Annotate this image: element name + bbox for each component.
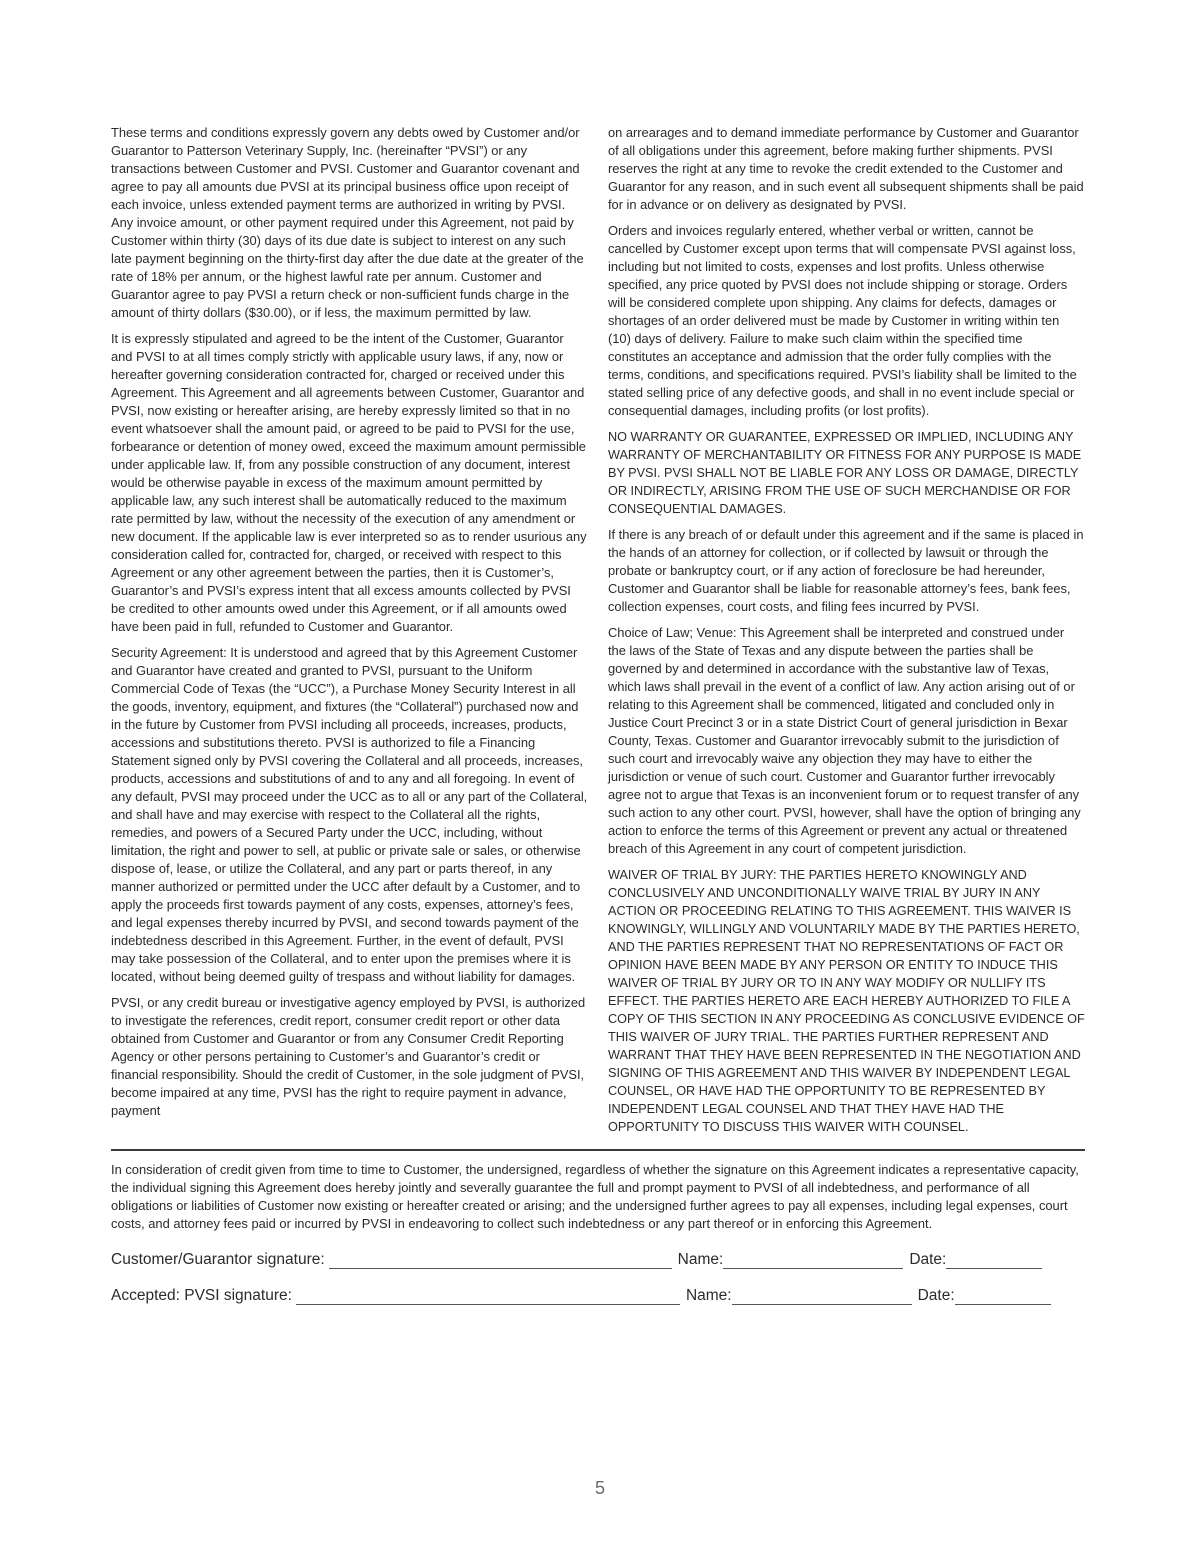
credit-investigation-paragraph: PVSI, or any credit bureau or investigative agency employed by PVSI, is authorized to investigate the references, credit report, consumer credit report or other data obtained from Customer and Guarantor or from any Consumer Credit Reporting Agency or other persons pertaining to Customer’s and Guarantor’s credit or financial responsibility. Should the credit of Customer, in the sole judgment of PVSI, become impaired at any time, PVSI has the right to require payment in advance, payment [111, 995, 586, 1118]
customer-name-line[interactable] [723, 1248, 903, 1269]
terms-columns [111, 124, 1085, 1144]
pvsi-name-label: Name: [685, 1287, 732, 1304]
customer-signature-row [111, 1241, 1085, 1269]
pvsi-signature-row [111, 1277, 1085, 1305]
right-column [608, 124, 1085, 1144]
guarantee-paragraph: In consideration of credit given from time to time to Customer, the undersigned, regardless of whether the signature on this Agreement indicates a representative capacity, the individual signing this Agreement does hereby jointly and severally guarantee the full and prompt payment to PVSI of all indebtedness, and performance of all obligations or liabilities of Customer now existing or hereafter created or arising; and the undersigned further agrees to pay all expenses, including legal expenses, court costs, and attorney fees paid or incurred by PVSI in endeavoring to collect such indebtedness or any part thereof or in enforcing this Agreement. [111, 1162, 1079, 1231]
pvsi-signature-line[interactable] [296, 1284, 680, 1305]
customer-signature-line[interactable] [329, 1248, 672, 1269]
usury-paragraph: It is expressly stipulated and agreed to be the intent of the Customer, Guarantor and PVSI to at all times comply strictly with applicable usury laws, if any, now or hereafter governing consideration contracted for, charged or received under this Agreement. This Agreement and all agreements between Customer, Guarantor and PVSI, now existing or hereafter arising, are hereby expressly limited so that in no event whatsoever shall the amount paid, or agreed to be paid to PVSI for the use, forbearance or detention of money owed, exceed the maximum amount permissible under applicable law. If, from any possible construction of any document, interest would be otherwise payable in excess of the maximum amount permitted by applicable law, any such interest shall be automatically reduced to the maximum rate permitted by law, without the necessity of the execution of any amendment or new document. If the applicable law is ever interpreted so as to render usurious any consideration called for, contracted for, charged, or received with respect to this Agreement or any other agreement between the parties, then it is Customer’s, Guarantor’s and PVSI’s express intent that all excess amounts collected by PVSI be credited to other amounts owed under this Agreement, or if all amounts owed have been paid in full, refunded to Customer and Guarantor. [111, 331, 587, 634]
section-divider [111, 1149, 1085, 1151]
customer-date-line[interactable] [946, 1248, 1042, 1269]
no-warranty-paragraph: NO WARRANTY OR GUARANTEE, EXPRESSED OR IMPLIED, INCLUDING ANY WARRANTY OF MERCHANTABILITY OR FITNESS FOR ANY PURPOSE IS MADE BY PVSI. PVSI SHALL NOT BE LIABLE FOR ANY LOSS OR DAMAGE, DIRECTLY OR INDIRECTLY, ARISING FROM THE USE OF SUCH MERCHANDISE OR FOR CONSEQUENTIAL DAMAGES. [608, 430, 1082, 516]
terms-document [111, 124, 1085, 1305]
pvsi-signature-label: Accepted: PVSI signature: [111, 1287, 292, 1304]
payment-terms-paragraph: These terms and conditions expressly govern any debts owed by Customer and/or Guarantor to Patterson Veterinary Supply, Inc. (hereinafter “PVSI”) or any transactions between Customer and PVSI. Customer and Guarantor covenant and agree to pay all amounts due PVSI at its principal business office upon receipt of each invoice, unless extended payment terms are authorized in writing by PVSI. Any invoice amount, or other payment required under this Agreement, not paid by Customer within thirty (30) days of its due date is subject to interest on any such late payment beginning on the thirty-first day after the due date at the greater of the rate of 18% per annum, or the highest lawful rate per annum. Customer and Guarantor agree to pay PVSI a return check or non-sufficient funds charge in the amount of thirty dollars ($30.00), or if less, the maximum permitted by law. [111, 125, 584, 320]
orders-invoices-paragraph: Orders and invoices regularly entered, whether verbal or written, cannot be cancelled by Customer except upon terms that will compensate PVSI against loss, including but not limited to costs, expenses and lost profits. Unless otherwise specified, any price quoted by PVSI does not include shipping or storage. Orders will be considered complete upon shipping. Any claims for defects, damages or shortages of an order delivered must be made by Customer in writing within ten (10) days of delivery. Failure to make such claim within the specified time constitutes an acceptance and admission that the order fully complies with the terms, conditions, and specifications required. PVSI’s liability shall be limited to the stated selling price of any defective goods, and shall in no event include special or consequential damages, including profits (or lost profits). [608, 223, 1077, 418]
customer-date-label: Date: [909, 1251, 947, 1268]
choice-of-law-paragraph: Choice of Law; Venue: This Agreement shall be interpreted and construed under the laws of the State of Texas and any dispute between the parties shall be governed by and determined in accordance with the substantive law of Texas, which laws shall prevail in the event of a conflict of law. Any action arising out of or relating to this Agreement shall be commenced, litigated and concluded only in Justice Court Precinct 3 or in a state District Court of general jurisdiction in Bexar County, Texas. Customer and Guarantor irrevocably submit to the jurisdiction of such court and irrevocably waive any objection they may have to either the jurisdiction or venue of such court. Customer and Guarantor further irrevocably agree not to argue that Texas is an inconvenient forum or to request transfer of any such action to any other court. PVSI, however, shall have the option of bringing any action to enforce the terms of this Agreement or prevent any actual or threatened breach of this Agreement in any court of competent jurisdiction. [608, 625, 1081, 856]
pvsi-date-label: Date: [917, 1287, 955, 1304]
customer-signature-label: Customer/Guarantor signature: [111, 1251, 325, 1268]
page-number: 5 [594, 1478, 605, 1498]
breach-default-paragraph: If there is any breach of or default under this agreement and if the same is placed in the hands of an attorney for collection, or if collected by lawsuit or through the probate or bankruptcy court, or if any action of foreclosure be had hereunder, Customer and Guarantor shall be liable for reasonable attorney’s fees, bank fees, collection expenses, court costs, and filing fees incurred by PVSI. [608, 527, 1084, 614]
jury-waiver-paragraph: WAIVER OF TRIAL BY JURY: THE PARTIES HERETO KNOWINGLY AND CONCLUSIVELY AND UNCONDITIONALLY WAIVE TRIAL BY JURY IN ANY ACTION OR PROCEEDING RELATING TO THIS AGREEMENT. THIS WAIVER IS KNOWINGLY, WILLINGLY AND VOLUNTARILY MADE BY THE PARTIES HERETO, AND THE PARTIES REPRESENT THAT NO REPRESENTATIONS OF FACT OR OPINION HAVE BEEN MADE BY ANY PERSON OR ENTITY TO INDUCE THIS WAIVER OF TRIAL BY JURY OR TO IN ANY WAY MODIFY OR NULLIFY ITS EFFECT. THE PARTIES HERETO ARE EACH HEREBY AUTHORIZED TO FILE A COPY OF THIS SECTION IN ANY PROCEEDING AS CONCLUSIVE EVIDENCE OF THIS WAIVER OF JURY TRIAL. THE PARTIES FURTHER REPRESENT AND WARRANT THAT THEY HAVE BEEN REPRESENTED IN THE NEGOTIATION AND SIGNING OF THIS AGREEMENT AND THIS WAIVER BY INDEPENDENT LEGAL COUNSEL, OR HAVE HAD THE OPPORTUNITY TO BE REPRESENTED BY INDEPENDENT LEGAL COUNSEL AND THAT THEY HAVE HAD THE OPPORTUNITY TO DISCUSS THIS WAIVER WITH COUNSEL. [608, 868, 1085, 1134]
pvsi-date-line[interactable] [955, 1284, 1051, 1305]
pvsi-name-line[interactable] [732, 1284, 912, 1305]
credit-revocation-paragraph: on arrearages and to demand immediate performance by Customer and Guarantor of all obligations under this agreement, before making further shipments. PVSI reserves the right at any time to revoke the credit extended to the Customer and Guarantor for any reason, and in such event all subsequent shipments shall be paid for in advance or on delivery as designated by PVSI. [608, 125, 1084, 212]
customer-name-label: Name: [677, 1251, 724, 1268]
left-column [111, 124, 588, 1144]
security-agreement-paragraph: Security Agreement: It is understood and agreed that by this Agreement Customer and Guarantor have created and granted to PVSI, pursuant to the Uniform Commercial Code of Texas (the “UCC”), a Purchase Money Security Interest in all the goods, inventory, equipment, and fixtures (the “Collateral”) purchased now and in the future by Customer from PVSI including all proceeds, increases, products, accessions and substitutions thereto. PVSI is authorized to file a Financing Statement signed only by PVSI covering the Collateral and all proceeds, increases, products, accessions and substitutions of and to any and all foregoing. In event of any default, PVSI may proceed under the UCC as to all or any part of the Collateral, and shall have and may exercise with respect to the Collateral all the rights, remedies, and powers of a Secured Party under the UCC, including, without limitation, the right and power to sell, at public or private sale or sales, or otherwise dispose of, lease, or utilize the Collateral, and any part or parts thereof, in any manner authorized or permitted under the UCC after default by a Customer, and to apply the proceeds first towards payment of any costs, expenses, attorney’s fees, and legal expenses thereby incurred by PVSI, and second towards payment of the indebtedness described in this Agreement. Further, in the event of default, PVSI may take possession of the Collateral, and to enter upon the premises where it is located, without being deemed guilty of trespass and without liability for damages. [111, 645, 588, 984]
